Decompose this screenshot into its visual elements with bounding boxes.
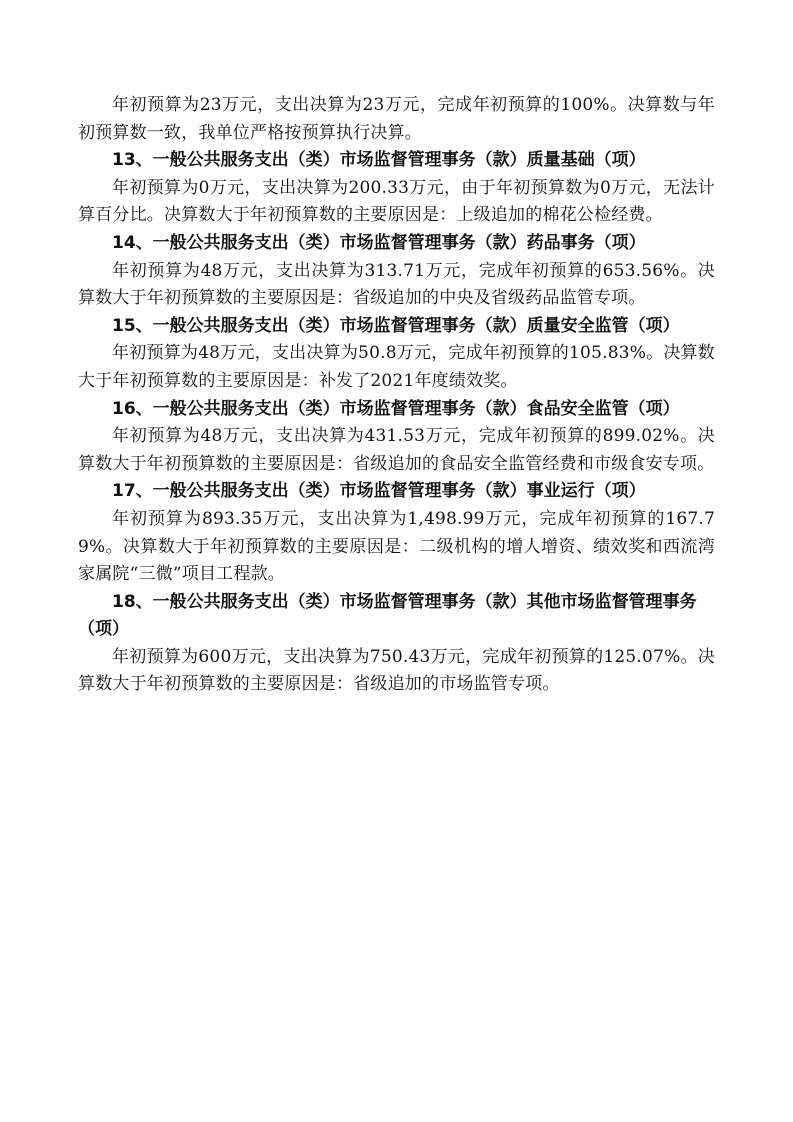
section-13-body: 年初预算为0万元，支出决算为200.33万元，由于年初预算数为0万元，无法计算百分比。决算数大于年初预算数的主要原因是：上级追加的棉花公检经费。 <box>78 177 715 226</box>
section-15-heading: 15、一般公共服务支出（类）市场监督管理事务（款）质量安全监管（项） <box>112 315 680 336</box>
section-17-heading: 17、一般公共服务支出（类）市场监督管理事务（款）事业运行（项） <box>112 481 646 502</box>
section-16-body: 年初预算为48万元，支出决算为431.53万元，完成年初预算的899.02%。决算数大于年初预算数的主要原因是：省级追加的食品安全监管经费和市级食安专项。 <box>78 426 715 474</box>
section-13-heading: 13、一般公共服务支出（类）市场监督管理事务（款）质量基础（项） <box>112 150 646 171</box>
section-18-heading: 18、一般公共服务支出（类）市场监督管理事务（款）其他市场监督管理事务（项） <box>78 591 697 640</box>
section-14-body: 年初预算为48万元，支出决算为313.71万元，完成年初预算的653.56%。决算数大于年初预算数的主要原因是：省级追加的中央及省级药品监管专项。 <box>78 260 715 309</box>
section-18-body: 年初预算为600万元，支出决算为750.43万元，完成年初预算的125.07%。决算数大于年初预算数的主要原因是：省级追加的市场监管专项。 <box>78 646 715 695</box>
intro-line-1: 年初预算为23万元，支出决算为23万元，完成年初预算的100%。 <box>112 95 628 115</box>
intro-line-2: 决算数与年初预算数一致，我单位严格按预算执行决算。 <box>78 95 716 143</box>
section-14-heading: 14、一般公共服务支出（类）市场监督管理事务（款）药品事务（项） <box>112 232 646 253</box>
section-15-body: 年初预算为48万元，支出决算为50.8万元，完成年初预算的105.83%。决算数大于年初预算数的主要原因是：补发了2021年度绩效奖。 <box>78 343 715 391</box>
section-16-heading: 16、一般公共服务支出（类）市场监督管理事务（款）食品安全监管（项） <box>112 398 680 419</box>
intro-paragraph <box>78 92 715 147</box>
section-17-body: 年初预算为893.35万元，支出决算为1,498.99万元，完成年初预算的167.79%。决算数大于年初预算数的主要原因是：二级机构的增人增资、绩效奖和西流湾家属院“三微”项目工程款。 <box>78 508 715 585</box>
